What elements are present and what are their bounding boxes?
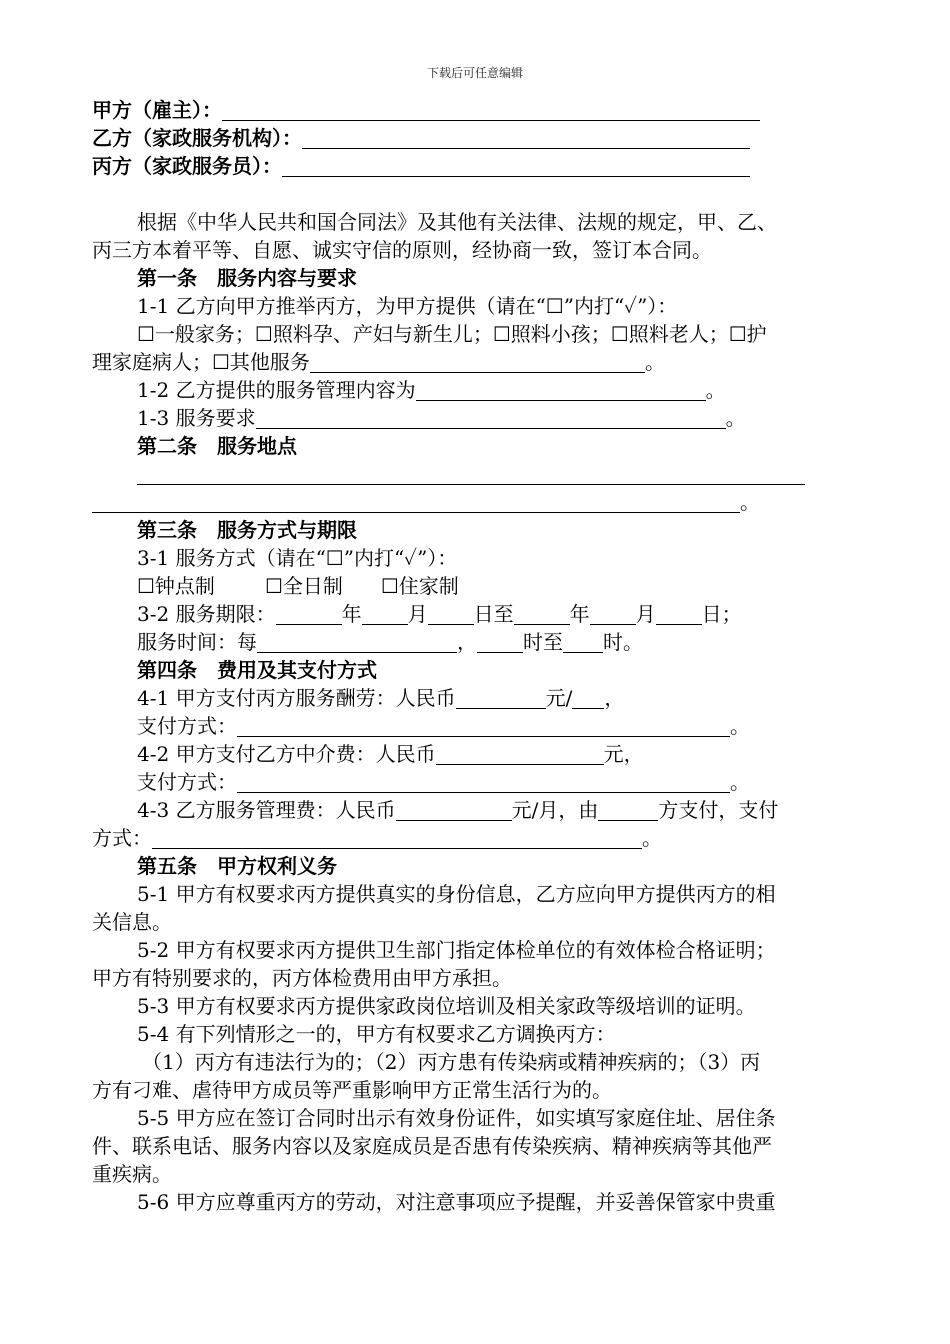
header-note: 下载后可任意编辑 xyxy=(426,66,523,80)
clause-1-2-label: 1-2 乙方提供的服务管理内容为 xyxy=(137,378,416,402)
party-a-label: 甲方（雇主）： xyxy=(92,98,222,122)
per-month-label: 元/月，由 xyxy=(511,798,599,822)
comma: ， xyxy=(604,686,625,710)
period: 。 xyxy=(642,826,662,850)
payment-method-label: 方式： xyxy=(92,826,152,850)
party-c-blank[interactable] xyxy=(282,156,750,177)
clause-5-5-line-2: 件、联系电话、服务内容以及家庭成员是否患有传染疾病、精神疾病等其他严 xyxy=(92,1134,772,1158)
party-b-blank[interactable] xyxy=(302,128,750,149)
yuan-label: 元， xyxy=(603,742,644,766)
clause-4-3 xyxy=(92,796,862,824)
period: 。 xyxy=(644,350,665,374)
article-4-title: 第四条 费用及其支付方式 xyxy=(137,658,377,682)
article-3-title: 第三条 服务方式与期限 xyxy=(137,518,357,542)
clause-5-2-line-2: 甲方有特别要求的，丙方体检费用由甲方承担。 xyxy=(92,966,512,990)
article-5-title: 第五条 甲方权利义务 xyxy=(137,854,337,878)
party-b-row xyxy=(92,124,862,152)
party-c-row xyxy=(92,152,862,180)
article-1-title: 第一条 服务内容与要求 xyxy=(137,266,357,290)
management-content-blank[interactable] xyxy=(416,380,706,401)
period: 。 xyxy=(740,490,760,514)
payment-method-label: 支付方式： xyxy=(137,770,237,794)
period: 。 xyxy=(705,378,726,402)
location-blank-1[interactable] xyxy=(137,464,805,485)
agency-fee-blank[interactable] xyxy=(436,744,604,765)
clause-4-1 xyxy=(92,684,862,712)
period: 。 xyxy=(730,770,750,794)
management-fee-blank[interactable] xyxy=(396,800,512,821)
clause-1-1-options: ☐一般家务；☐照料孕、产妇与新生儿；☐照料小孩；☐照料老人；☐护 xyxy=(137,322,767,346)
clause-3-2 xyxy=(92,600,862,628)
end-hour-blank[interactable] xyxy=(563,632,603,653)
option-hourly[interactable]: ☐钟点制 xyxy=(137,574,215,598)
hour-end-label: 时。 xyxy=(603,630,643,654)
party-a-blank[interactable] xyxy=(222,100,760,121)
clause-3-1: 3-1 服务方式（请在“☐”内打“✓”）： xyxy=(137,546,458,570)
clause-5-1-line-1: 5-1 甲方有权要求丙方提供真实的身份信息，乙方应向甲方提供丙方的相 xyxy=(137,882,776,906)
clause-5-3: 5-3 甲方有权要求丙方提供家政岗位培训及相关家政等级培训的证明。 xyxy=(137,994,756,1018)
clause-4-3-payment xyxy=(92,824,862,852)
party-b-label: 乙方（家政服务机构）： xyxy=(92,126,302,150)
clause-5-6-line-1: 5-6 甲方应尊重丙方的劳动，对注意事项应予提醒，并妥善保管家中贵重 xyxy=(137,1190,776,1214)
clause-1-2 xyxy=(92,376,862,404)
clause-5-4-items-line-2: 方有刁难、虐待甲方成员等严重影响甲方正常生活行为的。 xyxy=(92,1078,612,1102)
clause-5-5-line-3: 重疾病。 xyxy=(92,1162,172,1186)
option-livein[interactable]: ☐住家制 xyxy=(380,574,459,598)
term-label: 3-2 服务期限： xyxy=(137,602,276,626)
end-month-blank[interactable] xyxy=(590,604,636,625)
clause-1-3-label: 1-3 服务要求 xyxy=(137,406,256,430)
period: 。 xyxy=(725,406,746,430)
yuan-per-label: 元/ xyxy=(545,686,573,710)
start-year-blank[interactable] xyxy=(276,604,342,625)
wage-payment-method-blank[interactable] xyxy=(237,716,730,737)
other-service-blank[interactable] xyxy=(310,352,645,373)
year-label: 年 xyxy=(569,602,590,626)
hour-to-label: 时至 xyxy=(523,630,563,654)
comma: ， xyxy=(457,630,477,654)
clause-4-2 xyxy=(92,740,862,768)
article-2-title: 第二条 服务地点 xyxy=(137,434,297,458)
end-year-blank[interactable] xyxy=(514,604,570,625)
service-period-blank[interactable] xyxy=(257,632,457,653)
service-time-row xyxy=(92,628,862,656)
payer-blank[interactable] xyxy=(598,800,658,821)
clause-4-1-payment xyxy=(92,712,862,740)
day-end-label: 日； xyxy=(701,602,742,626)
agency-payment-method-blank[interactable] xyxy=(237,772,730,793)
management-payment-method-blank[interactable] xyxy=(152,828,642,849)
start-hour-blank[interactable] xyxy=(477,632,523,653)
payment-method-label: 支付方式： xyxy=(137,714,237,738)
service-time-label: 服务时间：每 xyxy=(137,630,257,654)
party-a-row xyxy=(92,96,862,124)
contract-page xyxy=(92,96,862,1216)
clause-1-1-options-cont xyxy=(92,348,862,376)
start-month-blank[interactable] xyxy=(362,604,408,625)
clause-4-2-payment xyxy=(92,768,862,796)
month-label: 月 xyxy=(635,602,656,626)
clause-5-4-items-line-1: （1）丙方有违法行为的；（2）丙方患有传染病或精神疾病的；（3）丙 xyxy=(142,1050,761,1074)
end-day-blank[interactable] xyxy=(656,604,702,625)
intro-line-1: 根据《中华人民共和国合同法》及其他有关法律、法规的规定，甲、乙、 xyxy=(137,210,777,234)
other-service-label: 理家庭病人；☐其他服务 xyxy=(92,350,310,374)
option-fulltime[interactable]: ☐全日制 xyxy=(264,574,343,598)
clause-1-3 xyxy=(92,404,862,432)
clause-5-1-line-2: 关信息。 xyxy=(92,910,172,934)
wage-unit-blank[interactable] xyxy=(572,688,604,709)
clause-5-4: 5-4 有下列情形之一的，甲方有权要求乙方调换丙方： xyxy=(137,1022,616,1046)
clause-4-1-label: 4-1 甲方支付丙方服务酬劳：人民币 xyxy=(137,686,456,710)
day-to-label: 日至 xyxy=(473,602,514,626)
payer-suffix-label: 方支付，支付 xyxy=(658,798,779,822)
service-mode-options xyxy=(92,572,862,600)
clause-5-5-line-1: 5-5 甲方应在签订合同时出示有效身份证件，如实填写家庭住址、居住条 xyxy=(137,1106,776,1130)
location-line-1 xyxy=(92,460,862,488)
start-day-blank[interactable] xyxy=(428,604,474,625)
clause-5-2-line-1: 5-2 甲方有权要求丙方提供卫生部门指定体检单位的有效体检合格证明； xyxy=(137,938,776,962)
party-c-label: 丙方（家政服务员）： xyxy=(92,154,282,178)
location-line-2 xyxy=(92,488,862,516)
intro-line-2: 丙三方本着平等、自愿、诚实守信的原则，经协商一致，签订本合同。 xyxy=(92,238,712,262)
clause-4-2-label: 4-2 甲方支付乙方中介费：人民币 xyxy=(137,742,436,766)
clause-1-1: 1-1 乙方向甲方推举丙方，为甲方提供（请在“☐”内打“✓”）： xyxy=(137,294,678,318)
month-label: 月 xyxy=(407,602,428,626)
wage-amount-blank[interactable] xyxy=(456,688,546,709)
clause-4-3-label: 4-3 乙方服务管理费：人民币 xyxy=(137,798,396,822)
location-blank-2[interactable] xyxy=(92,492,740,513)
period: 。 xyxy=(730,714,750,738)
service-requirement-blank[interactable] xyxy=(256,408,726,429)
year-label: 年 xyxy=(341,602,362,626)
